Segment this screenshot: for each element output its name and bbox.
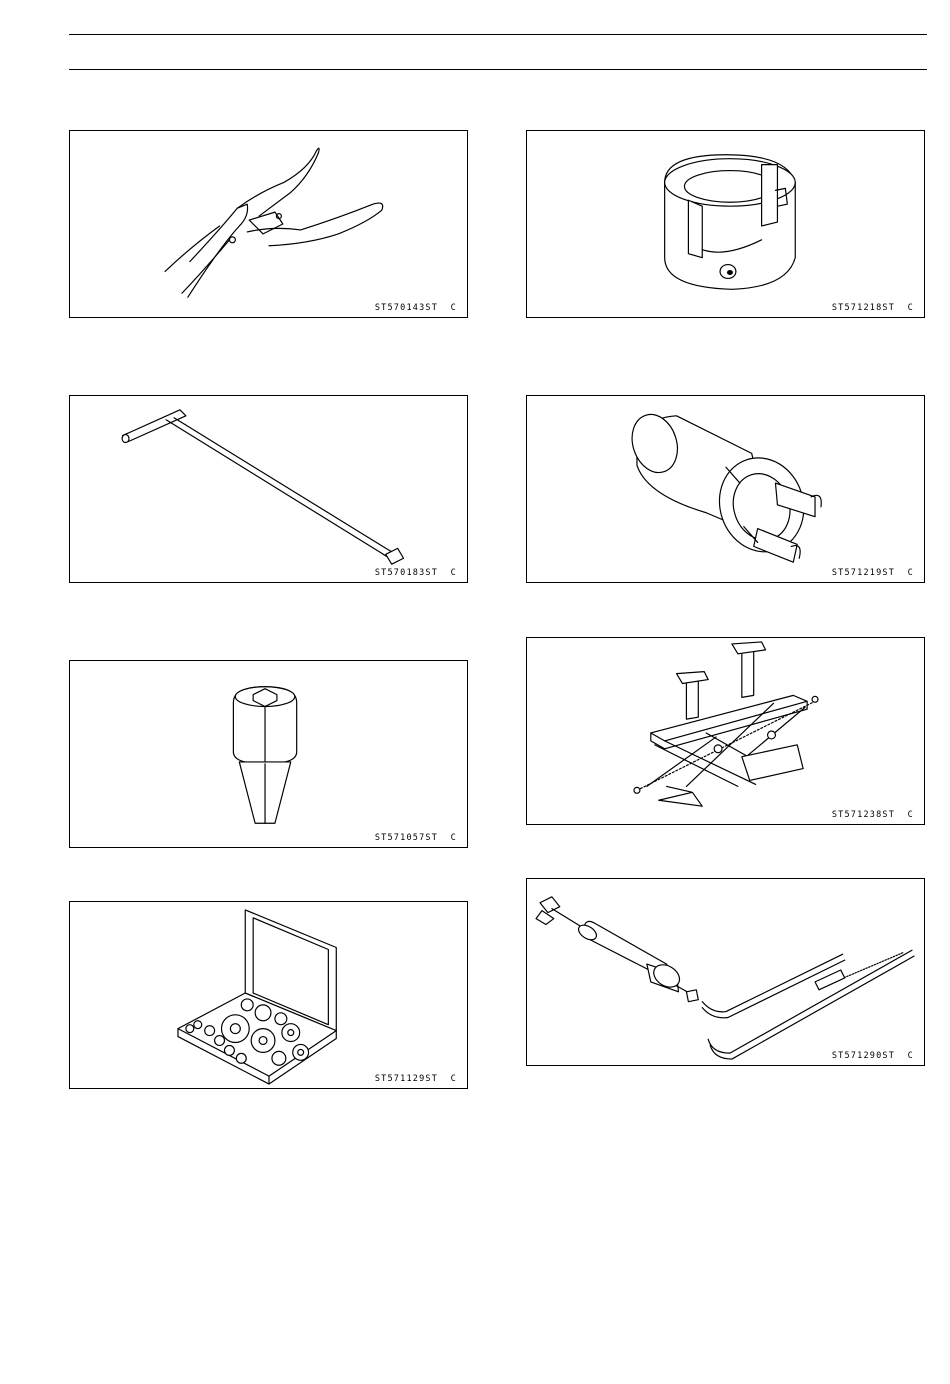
hex-socket-icon <box>70 661 467 847</box>
figure-code: ST570183ST C <box>374 568 457 578</box>
figure-code: ST571057ST C <box>374 833 457 843</box>
figure-hex-socket-driver <box>69 660 468 848</box>
figure-split-collar-holder <box>526 130 925 318</box>
header-rule-bottom <box>69 69 927 70</box>
circlip-pliers-icon <box>70 131 467 317</box>
header-rule-top <box>69 34 927 35</box>
scissor-jack-icon <box>527 638 924 824</box>
split-collar-icon <box>527 131 924 317</box>
pump-gauge-icon <box>527 879 924 1065</box>
figure-bearing-driver-set <box>69 901 468 1089</box>
figure-circlip-pliers <box>69 130 468 318</box>
figure-code: ST571290ST C <box>831 1051 914 1061</box>
figure-code: ST571219ST C <box>831 568 914 578</box>
bearing-driver-set-icon <box>70 902 467 1088</box>
t-handle-rod-icon <box>70 396 467 582</box>
figure-oil-pressure-gauge-pump <box>526 878 925 1066</box>
figure-code: ST571218ST C <box>831 303 914 313</box>
figure-code: ST571129ST C <box>374 1074 457 1084</box>
figure-code: ST571238ST C <box>831 810 914 820</box>
figure-code: ST570143ST C <box>374 303 457 313</box>
figure-slotted-socket-wrench <box>526 395 925 583</box>
figure-scissor-jack-stand <box>526 637 925 825</box>
slotted-socket-icon <box>527 396 924 582</box>
figure-t-handle-rod <box>69 395 468 583</box>
